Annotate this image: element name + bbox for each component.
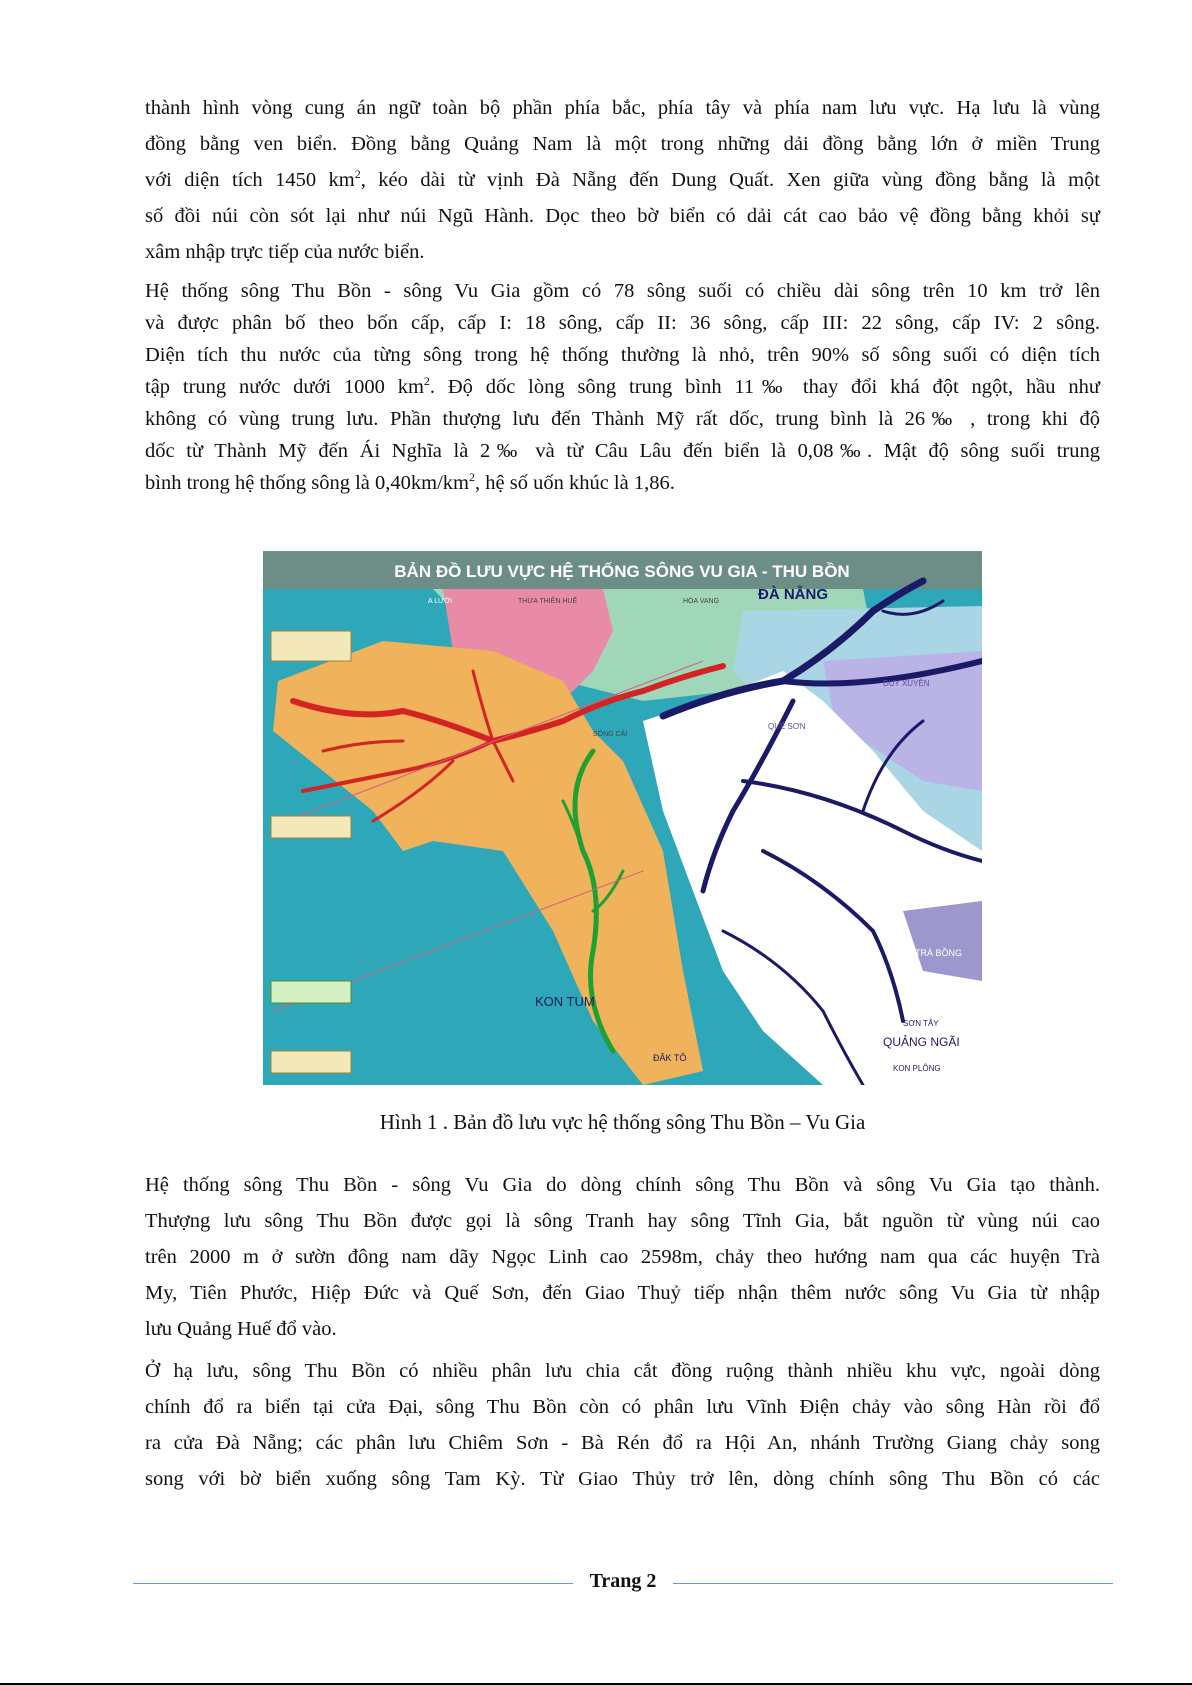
text-line: chính đổ ra biển tại cửa Đại, sông Thu Bồn còn có phân lưu Vĩnh Điện chảy vào sông Hàn rồi đổ bbox=[145, 1396, 1100, 1418]
text-line: Hệ thống sông Thu Bồn - sông Vu Gia gồm có 78 sông suối có chiều dài sông trên 10 km trở lên bbox=[145, 280, 1100, 302]
river-basin-map bbox=[263, 551, 982, 1085]
label-dak-to: ĐĂK TÔ bbox=[653, 1053, 687, 1063]
text-line: thành hình vòng cung án ngữ toàn bộ phần phía bắc, phía tây và phía nam lưu vực. Hạ lưu là vùng bbox=[145, 97, 1100, 119]
text-line: xâm nhập trực tiếp của nước biển. bbox=[145, 241, 425, 263]
text-line: đồng bằng ven biển. Đồng bằng Quảng Nam là một trong những dải đồng bằng lớn ở miền Trung bbox=[145, 133, 1100, 155]
text-line: ra cửa Đà Nẵng; các phân lưu Chiêm Sơn - Bà Rén đổ ra Hội An, nhánh Trường Giang chảy song bbox=[145, 1432, 1100, 1454]
label-tra-bong: TRÀ BỒNG bbox=[915, 948, 963, 958]
map-graphic bbox=[263, 551, 982, 1085]
text-line: không có vùng trung lưu. Phần thượng lưu đến Thành Mỹ rất dốc, trung bình là 26‰ , trong khi độ bbox=[145, 408, 1100, 430]
footer-rule-right bbox=[673, 1583, 1113, 1584]
text-line: Diện tích thu nước của từng sông trong hệ thống thường là nhỏ, trên 90% số sông suối có diện tích bbox=[145, 344, 1100, 366]
superscript: 2 bbox=[423, 374, 430, 388]
text-line: bình trong hệ thống sông là $0,40km/km^2$, hệ số uốn khúc là 1,86. bbox=[145, 470, 675, 494]
legend-box bbox=[271, 981, 351, 1003]
figure-caption: Hình 1 . Bản đồ lưu vực hệ thống sông Thu Bồn – Vu Gia bbox=[379, 1110, 866, 1134]
label-thua-thien-hue: THỪA THIÊN HUẾ bbox=[518, 598, 578, 605]
text-line: Hệ thống sông Thu Bồn - sông Vu Gia do dòng chính sông Thu Bồn và sông Vu Gia tạo thành. bbox=[145, 1174, 1100, 1196]
label-quang-ngai: QUẢNG NGÃI bbox=[883, 1035, 960, 1049]
text-line: trên 2000 m ở sườn đông nam dãy Ngọc Linh cao 2598m, chảy theo hướng nam qua các huyện Trà bbox=[145, 1246, 1100, 1268]
label-song-cai: SÔNG CÁI bbox=[593, 731, 628, 738]
text-line: Ở hạ lưu, sông Thu Bồn có nhiều phân lưu chia cắt đồng ruộng thành nhiều khu vực, ngoài dòng bbox=[145, 1360, 1100, 1382]
text-line: lưu Quảng Huế đổ vào. bbox=[145, 1318, 337, 1340]
label-da-nang: ĐÀ NẴNG bbox=[758, 586, 828, 603]
legend-box bbox=[271, 1051, 351, 1073]
label-que-son: QUẾ SƠN bbox=[768, 722, 806, 731]
text-line: dốc từ Thành Mỹ đến Ái Nghĩa là 2‰ và từ Câu Lâu đến biển là 0,08‰. Mật độ sông suối trung bbox=[145, 440, 1100, 462]
label-duy-xuyen: DUY XUYÊN bbox=[883, 679, 930, 688]
footer-rule-left bbox=[133, 1583, 573, 1584]
text-line: và được phân bố theo bốn cấp, cấp I: 18 sông, cấp II: 36 sông, cấp III: 22 sông, cấp IV: 2 sông. bbox=[145, 312, 1100, 334]
map-title: BẢN ĐỒ LƯU VỰC HỆ THỐNG SÔNG VU GIA - THU BỒN bbox=[394, 562, 850, 581]
text-line: song với bờ biển xuống sông Tam Kỳ. Từ Giao Thủy trở lên, dòng chính sông Thu Bồn có các bbox=[145, 1468, 1100, 1490]
label-a-luoi: A LƯỚI bbox=[428, 598, 453, 605]
text-line: My, Tiên Phước, Hiệp Đức và Quế Sơn, đến Giao Thuỷ tiếp nhận thêm nước sông Vu Gia từ nhập bbox=[145, 1282, 1100, 1304]
superscript: 2 bbox=[354, 167, 361, 181]
paragraph-1 bbox=[145, 90, 1100, 270]
legend-box bbox=[271, 816, 351, 838]
label-kon-plong: KON PLÔNG bbox=[893, 1064, 941, 1073]
paragraph-3 bbox=[145, 1167, 1100, 1347]
text-line: Thượng lưu sông Thu Bồn được gọi là sông Tranh hay sông Tĩnh Gia, bắt nguồn từ vùng núi cao bbox=[145, 1210, 1100, 1232]
text-line: số đồi núi còn sót lại như núi Ngũ Hành. Dọc theo bờ biển có dải cát cao bảo vệ đồng bằng khỏi sự bbox=[145, 205, 1100, 227]
label-hoa-vang: HÒA VANG bbox=[683, 598, 720, 605]
legend-box bbox=[271, 631, 351, 661]
label-kon-tum: KON TUM bbox=[535, 994, 595, 1009]
page-number: Trang 2 bbox=[589, 1570, 657, 1592]
page-footer bbox=[133, 1568, 1113, 1598]
text-line: với diện tích 1450 $km^2$, kéo dài từ vịnh Đà Nẵng đến Dung Quất. Xen giữa vùng đồng bằng là một bbox=[145, 167, 1100, 191]
text-line: tập trung nước dưới 1000 $km^2$. Độ dốc lòng sông trung bình 11‰ thay đổi khá đột ngột, hầu như bbox=[145, 374, 1100, 398]
paragraph-4 bbox=[145, 1353, 1100, 1497]
paragraph-2 bbox=[145, 275, 1100, 499]
superscript: 2 bbox=[469, 470, 475, 484]
label-son-tay: SƠN TÂY bbox=[903, 1019, 939, 1028]
